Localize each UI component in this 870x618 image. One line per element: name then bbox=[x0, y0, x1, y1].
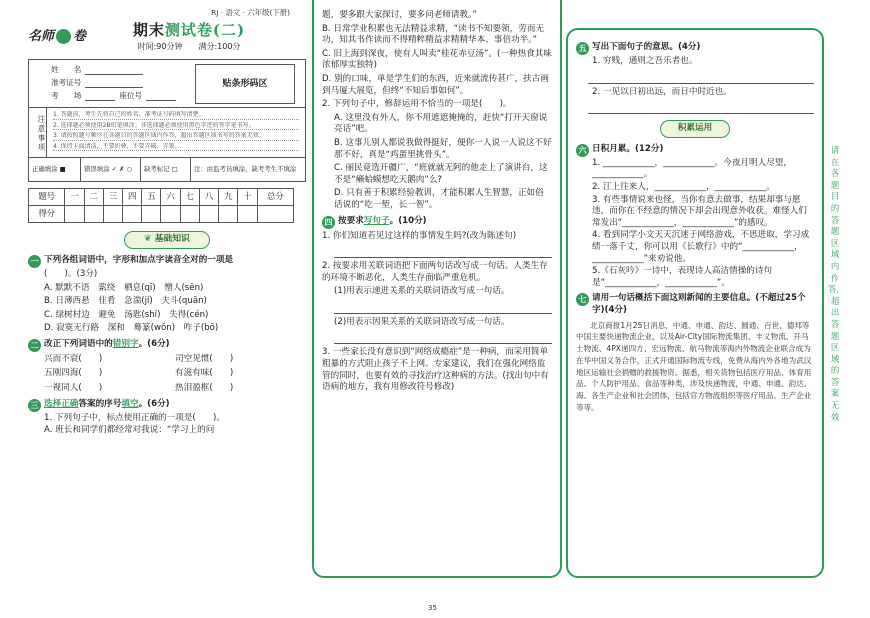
option-c[interactable]: C. 丽民竟选开疆广，“班就就无阿的他走上了演讲台，这不是“癞蛤蟆想吃天鹅肉”么? bbox=[334, 163, 548, 185]
exam-score: 满分:100分 bbox=[198, 42, 241, 52]
table-cell: 六 bbox=[161, 189, 180, 206]
question-number-badge: 一 bbox=[28, 255, 41, 268]
score-cell[interactable] bbox=[123, 206, 142, 223]
absent-mark[interactable]: 缺考标记 □ bbox=[141, 158, 191, 181]
question-number-badge: 三 bbox=[28, 399, 41, 412]
question-text: 2. 一见以日初出远，而日中时近也。 bbox=[592, 86, 732, 97]
table-cell: 八 bbox=[199, 189, 218, 206]
right-column bbox=[566, 28, 824, 578]
question-6-heading bbox=[576, 144, 814, 157]
answer-line[interactable] bbox=[334, 331, 552, 344]
table-cell: 总分 bbox=[257, 189, 293, 206]
title-green: 测试卷(二) bbox=[164, 20, 246, 39]
title-box bbox=[90, 20, 288, 53]
question-keyword: 错别字 bbox=[112, 338, 139, 349]
id-field[interactable] bbox=[85, 80, 143, 88]
table-cell: 七 bbox=[180, 189, 199, 206]
question-text: 1. 穷贱，通则之吾乐者也。 bbox=[592, 56, 698, 66]
option-d[interactable]: D. 别的口味，单是学生们的东西，近来就流传甚广，扶古画到马厦大展览，但终“不知后事如何”。 bbox=[322, 73, 549, 96]
question-2-heading bbox=[28, 339, 306, 352]
question-number-badge: 四 bbox=[322, 216, 335, 229]
exam-meta bbox=[90, 42, 288, 53]
section-accumulation bbox=[660, 120, 730, 138]
question-title: 日积月累。(12分) bbox=[592, 143, 664, 154]
score-cell[interactable] bbox=[84, 206, 103, 223]
id-label: 准考证号 bbox=[51, 78, 82, 88]
table-cell: 十 bbox=[238, 189, 257, 206]
table-cell: 三 bbox=[103, 189, 122, 206]
fill-item[interactable]: 1. ____________，____________。今夜月明人尽望，____________。 bbox=[592, 157, 792, 180]
barcode-area: 贴条形码区 bbox=[195, 64, 295, 104]
brand-logo bbox=[28, 22, 90, 52]
question-1-heading bbox=[28, 255, 306, 268]
table-cell: 九 bbox=[219, 189, 238, 206]
fill-item[interactable]: 4. 看到同学小文天天沉迷于网络游戏，不思进取，学习成绩一落千丈，你可以用《长歌行》中的“____________，____________”来劝说他。 bbox=[592, 230, 810, 264]
section-label: 积累运用 bbox=[677, 123, 713, 134]
typo-item[interactable]: 司空见惯( ) bbox=[175, 353, 234, 364]
answer-area-note: 请在各题目的答题区域内作答，超出答题区域的答案无效 bbox=[828, 145, 845, 422]
option-d[interactable]: D. 只有善于积累经验教训，才能积累人生智慧，正如俗话说的“吃一堑，长一智”。 bbox=[334, 188, 544, 210]
seat-field[interactable] bbox=[146, 93, 176, 101]
notice-line: 2. 选择题必须使用2B铅笔填涂；非选择题必须使用黑色字迹的签字笔书写。 bbox=[53, 122, 299, 131]
typo-item[interactable]: 兴而不衰( ) bbox=[44, 353, 103, 364]
option-a[interactable]: A. 班长和同学们都经常对我说：“学习上的问 bbox=[44, 425, 215, 436]
question-text: 1. 你们知道若见过这样的事情发生吗?(改为陈述句) bbox=[322, 230, 517, 241]
option-b[interactable]: B. 这事儿别人都说我做得挺好，便你一人说一人说这不好那不好，真是“鸡蛋里挑骨头”。 bbox=[334, 137, 552, 160]
answer-blank[interactable]: ( )。(3分) bbox=[44, 268, 98, 279]
question-keyword: 填空 bbox=[121, 398, 139, 409]
wrong-fill-sample: 错误填涂 ✓ ✗ ○ bbox=[81, 158, 141, 181]
table-cell: 一 bbox=[65, 189, 84, 206]
grade-tag: RJ · 语文 · 六年级(下册) bbox=[211, 8, 290, 17]
logo-tail: 卷 bbox=[73, 28, 87, 44]
typo-item[interactable]: 一视同人( ) bbox=[44, 383, 103, 394]
question-points: 。(6分) bbox=[138, 398, 170, 409]
option-b[interactable]: B. 日薄西悬 佳肴 急湍(jí) 夫斗(quān) bbox=[44, 296, 207, 307]
table-cell: 题号 bbox=[29, 189, 65, 206]
table-cell: 二 bbox=[84, 189, 103, 206]
question-text: (2)用表示因果关系的关联词语改写成一句话。 bbox=[334, 316, 510, 327]
title-main: 期末 bbox=[132, 20, 165, 39]
notice-lines bbox=[47, 108, 305, 157]
score-table bbox=[28, 188, 294, 223]
typo-item[interactable]: 五刚四海( ) bbox=[44, 368, 103, 379]
question-title: 按要求 bbox=[338, 215, 364, 226]
question-title: 答案的序号 bbox=[78, 398, 122, 409]
question-number-badge: 六 bbox=[576, 144, 589, 157]
score-cell[interactable] bbox=[238, 206, 257, 223]
question-text: (1)用表示递进关系的关联词语改写成一句话。 bbox=[334, 286, 510, 297]
question-title: 下列各组词语中，字形和加点字读音全对的一项是 bbox=[44, 254, 234, 265]
score-cell[interactable] bbox=[142, 206, 161, 223]
question-options bbox=[322, 113, 552, 212]
question-title: 请用一句话概括下面这则新闻的主要信息。(不超过25个字)(4分) bbox=[592, 293, 806, 315]
room-label: 考 场 bbox=[51, 91, 82, 101]
question-4-heading bbox=[322, 216, 552, 229]
question-number-badge: 七 bbox=[576, 293, 589, 306]
name-field[interactable] bbox=[85, 67, 143, 75]
page-title bbox=[90, 20, 288, 40]
option-a[interactable]: A. 默默不语 萦绕 栖息(qī) 憎人(sēn) bbox=[44, 282, 204, 293]
seat-label: 座位号 bbox=[119, 91, 143, 101]
room-field[interactable] bbox=[85, 93, 115, 101]
option-c[interactable]: C. 旧上海到深夜，使有人叫卖“桂花赤豆汤”。(一种热食其味浓郁厚实独特) bbox=[322, 48, 552, 71]
option-d[interactable]: D. 寂寞无行路 深和 蓦篆(wǒn) 咋子(bō) bbox=[44, 323, 219, 334]
question-keyword: 选择正确 bbox=[44, 398, 79, 409]
score-cell[interactable] bbox=[219, 206, 238, 223]
header bbox=[28, 20, 306, 53]
answer-line[interactable] bbox=[588, 71, 814, 84]
option-a-continued: 题，要多跟大家探讨，要多问老师请教。” bbox=[322, 10, 477, 20]
question-text: 2. 下列句子中，修辞运用不恰当的一项是( )。 bbox=[322, 99, 512, 110]
left-column bbox=[28, 0, 306, 618]
question-title: 写出下面句子的意思。(4分) bbox=[592, 42, 701, 52]
notice-label: 注意事项 bbox=[29, 108, 47, 157]
table-row bbox=[29, 189, 294, 206]
typo-grid bbox=[28, 354, 306, 395]
score-cell[interactable] bbox=[65, 206, 84, 223]
page-number: 35 bbox=[428, 604, 437, 612]
table-cell: 得分 bbox=[29, 206, 65, 223]
absent-note: 注：由监考员填涂，缺考考生不填涂 bbox=[194, 165, 297, 174]
name-label: 姓 名 bbox=[51, 65, 82, 75]
question-points: 。(10分) bbox=[389, 215, 427, 226]
question-text: 1. 下列句子中，标点使用正确的一项是( )。 bbox=[44, 412, 225, 423]
correct-fill-sample: 正确填涂 ■ bbox=[29, 158, 81, 181]
section-label: 基础知识 bbox=[154, 234, 190, 245]
question-3-heading bbox=[28, 399, 306, 412]
question-7-heading bbox=[576, 293, 814, 316]
leaf-icon bbox=[56, 29, 71, 44]
candidate-info-box bbox=[28, 59, 306, 182]
fill-item[interactable]: 2. 江上往来人，____________，____________。 bbox=[592, 181, 775, 192]
table-cell: 五 bbox=[142, 189, 161, 206]
score-cell[interactable] bbox=[180, 206, 199, 223]
fill-item[interactable]: 3. 有些事情说来也怪，当你有意去做事，结果却事与愿违，而你在不经意的情况下却会出现意外收获。难怪人们常发出“____________，____________”的感叹。 bbox=[592, 194, 807, 228]
answer-line[interactable] bbox=[588, 101, 814, 114]
notice-line: 3. 请按照题号顺序在各题目的答题区域内作答，超出答题区域书写的答案无效。 bbox=[53, 132, 299, 141]
notice-line: 4. 保持卡面清洁，不要折叠，不要弄破、弄皱。 bbox=[53, 143, 299, 152]
option-b[interactable]: B. 日常学业积累也无法精益求精，“读书不知要领，劳而无功，知其书作读而不得精粹精益求精精华本、事倍功半。” bbox=[322, 23, 545, 46]
typo-item[interactable]: 热泪盈框( ) bbox=[175, 383, 234, 394]
exam-time: 时间:90分钟 bbox=[137, 42, 183, 52]
table-cell: 四 bbox=[123, 189, 142, 206]
answer-line[interactable] bbox=[334, 301, 552, 314]
option-c[interactable]: C. 绿树村边 避免 汤匙(shí) 失得(cén) bbox=[44, 309, 209, 320]
typo-item[interactable]: 有滋有味( ) bbox=[175, 368, 234, 379]
answer-line[interactable] bbox=[334, 245, 552, 258]
question-text: 2. 按要求用关联词语把下面两句话改写成一句话。人类生存的环境不断恶化，人类生存面临严重危机。 bbox=[322, 261, 548, 283]
score-cell[interactable] bbox=[161, 206, 180, 223]
option-a[interactable]: A. 这里没有外人，你不用遮遮掩掩的，赶快“打开天窗说亮话”吧。 bbox=[334, 112, 548, 135]
question-number-badge: 五 bbox=[576, 42, 589, 55]
score-cell[interactable] bbox=[199, 206, 218, 223]
question-1-options bbox=[28, 283, 306, 335]
logo-text: 名师 bbox=[28, 28, 55, 44]
score-cell[interactable] bbox=[257, 206, 293, 223]
middle-column bbox=[312, 10, 562, 578]
question-points: 。(6分) bbox=[138, 338, 170, 349]
question-keyword: 写句子 bbox=[363, 215, 390, 226]
score-cell[interactable] bbox=[103, 206, 122, 223]
notice-line: 1. 答题前，考生先将自己的姓名、准考证号码填写清楚。 bbox=[53, 111, 299, 120]
question-title: 改正下列词语中的 bbox=[44, 338, 113, 349]
leaf-icon: ❦ bbox=[144, 234, 152, 245]
section-basic-knowledge bbox=[124, 231, 210, 249]
news-passage: 北京商报1月25日消息，中通、申通、韵达、圆通、百世、德邦等中国主要快递物流企业，以及Air-City国际物流集团、丰义物流、开马士物流、4PX递四方、宏远物流、航马物流等海内外物流企业联合成为在华中国义务合作，正式开通国际物流专线，免费从海内外各地为武汉地区运输社会捐赠的救援物资。据悉，相关货物包括医疗用品、体育用品、个人防护用品、食品等种类，涉及快递物流，中通、申通、韵达、海、各生产企业和社会团体，包括官方物流组织等医疗用品、生产企业等等。 bbox=[576, 320, 812, 412]
table-row bbox=[29, 206, 294, 223]
question-text: 3. 一些家长没有意识到“网络成瘾症”是一种病，而采用简单粗暴的方式阻止孩子不上网。专家建议，我们在强化网络监管的同时，也要有效的寻找治疗这种病的方法。(找出句中有语病的地方，我有用修改符号修改) bbox=[322, 347, 549, 393]
question-number-badge: 二 bbox=[28, 339, 41, 352]
question-5-heading bbox=[576, 42, 814, 55]
fill-item[interactable]: 5.《石灰吟》一诗中，表现诗人高洁情操的诗句是“____________，____________”。 bbox=[592, 266, 773, 288]
